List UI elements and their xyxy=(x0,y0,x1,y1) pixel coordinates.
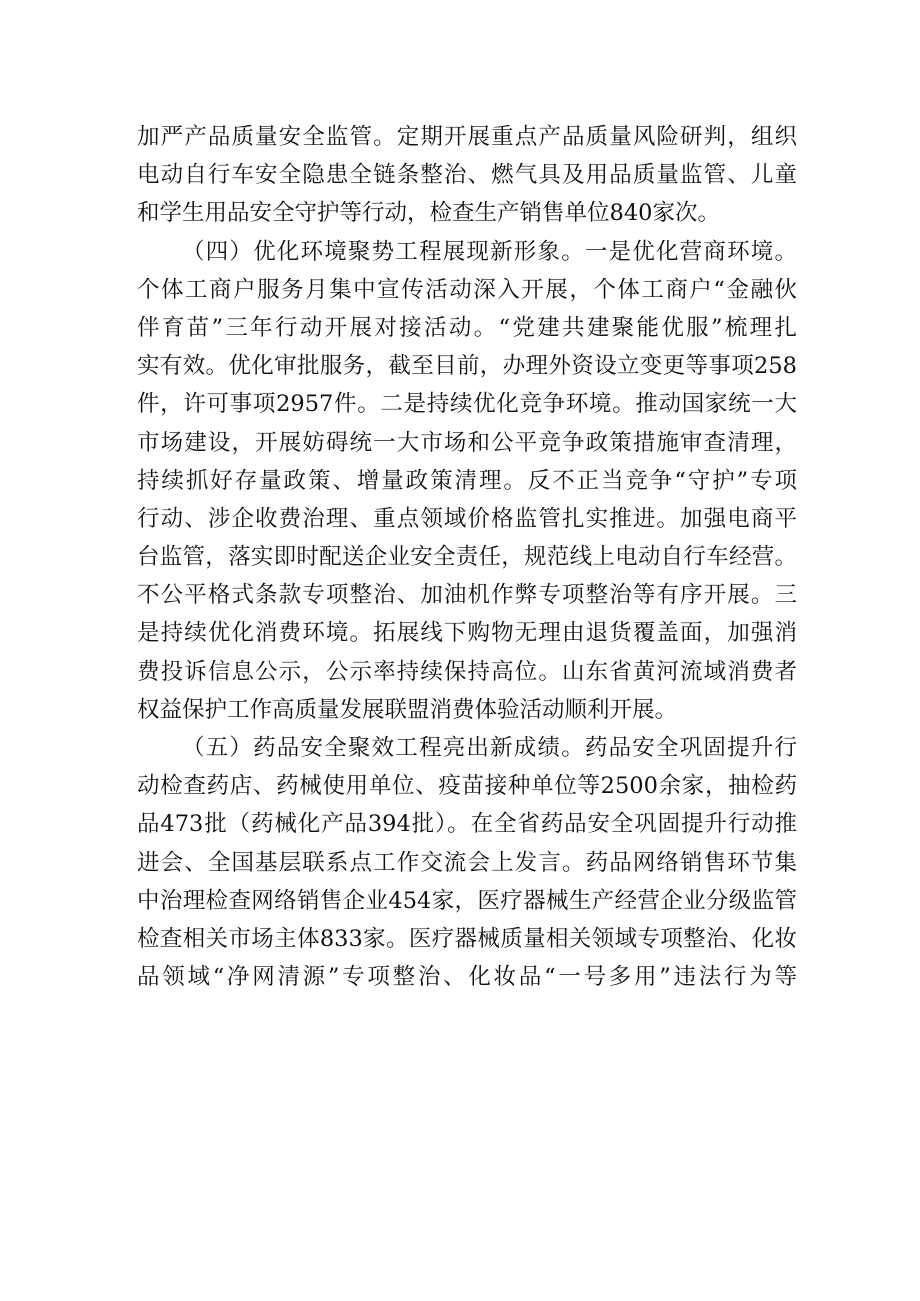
text-line: 品领域“净网清源”专项整治、化妆品“一号多用”违法行为等 xyxy=(137,964,797,991)
text-line: 权益保护工作高质量发展联盟消费体验活动顺利开展。 xyxy=(137,696,678,723)
text-line: 市场建设，开展妨碍统一大市场和公平竞争政策措施审查清理， xyxy=(137,429,797,456)
text-line: 不公平格式条款专项整治、加油机作弊专项整治等有序开展。三 xyxy=(137,582,797,609)
text-line: 件，许可事项2957件。二是持续优化竞争环境。推动国家统一大 xyxy=(137,391,797,418)
text-line: 费投诉信息公示，公示率持续保持高位。山东省黄河流域消费者 xyxy=(137,658,797,685)
text-line: 台监管，落实即时配送企业安全责任，规范线上电动自行车经营。 xyxy=(137,544,797,571)
text-line: 加严产品质量安全监管。定期开展重点产品质量风险研判，组织 xyxy=(137,124,797,150)
body-text xyxy=(137,118,797,996)
text-line: 电动自行车安全隐患全链条整治、燃气具及用品质量监管、儿童 xyxy=(137,162,797,189)
text-line: 检查相关市场主体833家。医疗器械质量相关领域专项整治、化妆 xyxy=(137,925,797,952)
text-line: 是持续优化消费环境。拓展线下购物无理由退货覆盖面，加强消 xyxy=(137,620,797,647)
text-line: 个体工商户服务月集中宣传活动深入开展，个体工商户“金融伙 xyxy=(137,276,797,303)
text-line: 和学生用品安全守护等行动，检查生产销售单位840家次。 xyxy=(137,200,720,227)
text-line: 持续抓好存量政策、增量政策清理。反不正当竞争“守护”专项 xyxy=(137,467,797,494)
text-line: 中治理检查网络销售企业454家，医疗器械生产经营企业分级监管 xyxy=(137,887,797,914)
text-line: 进会、全国基层联系点工作交流会上发言。药品网络销售环节集 xyxy=(137,849,797,876)
section-heading-line: （五）药品安全聚效工程亮出新成绩。药品安全巩固提升行 xyxy=(182,735,797,761)
text-line: 动检查药店、药械使用单位、疫苗接种单位等2500余家，抽检药 xyxy=(137,773,797,800)
text-line: 实有效。优化审批服务，截至目前，办理外资设立变更等事项258 xyxy=(137,353,797,380)
text-line: 品473批（药械化产品394批）。在全省药品安全巩固提升行动推 xyxy=(137,811,797,838)
text-line: 伴育苗”三年行动开展对接活动。“党建共建聚能优服”梳理扎 xyxy=(137,314,797,341)
text-line: 行动、涉企收费治理、重点领域价格监管扎实推进。加强电商平 xyxy=(137,505,797,532)
section-heading-line: （四）优化环境聚势工程展现新形象。一是优化营商环境。 xyxy=(182,238,797,265)
